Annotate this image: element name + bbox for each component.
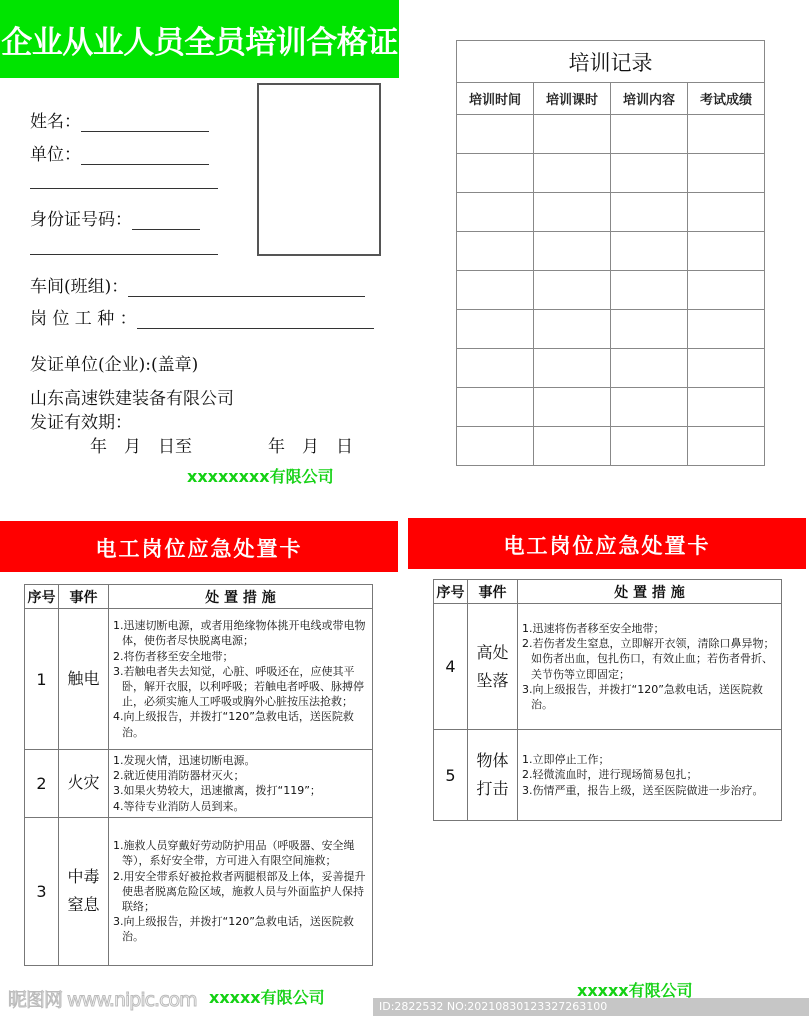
training-cell[interactable] bbox=[688, 232, 765, 271]
emergency-card-title-left: 电工岗位应急处置卡 bbox=[95, 537, 303, 561]
header-seq: 序号 bbox=[25, 585, 59, 609]
training-record-table bbox=[456, 40, 765, 466]
emergency-company-left: xxxxx有限公司 bbox=[209, 988, 325, 1007]
training-cell[interactable] bbox=[457, 115, 534, 154]
measures-cell bbox=[109, 817, 373, 965]
column-header-training-hours: 培训课时 bbox=[534, 83, 611, 115]
workshop-label: 车间(班组)： bbox=[30, 277, 129, 297]
training-cell[interactable] bbox=[611, 271, 688, 310]
training-cell[interactable] bbox=[534, 232, 611, 271]
measures-cell bbox=[518, 730, 782, 821]
photo-placeholder bbox=[257, 83, 381, 256]
event-name: 火灾 bbox=[67, 773, 100, 793]
measure-step: 1.发现火情，迅速切断电源。 bbox=[113, 754, 256, 767]
image-id-text: ID:2822532 NO:20210830123327263100 bbox=[379, 1000, 608, 1013]
measure-step: 4.等待专业消防人员到来。 bbox=[113, 799, 245, 813]
measure-step: 1.迅速切断电源，或者用绝缘物体挑开电线或带电物体，使伤者尽快脱离电源； bbox=[113, 619, 366, 648]
training-cell[interactable] bbox=[457, 310, 534, 349]
training-cell[interactable] bbox=[534, 193, 611, 232]
event-cell bbox=[59, 817, 109, 965]
training-cell[interactable] bbox=[457, 349, 534, 388]
training-cell[interactable] bbox=[457, 193, 534, 232]
training-row bbox=[457, 388, 765, 427]
training-row bbox=[457, 154, 765, 193]
validity-label: 发证有效期： bbox=[30, 413, 132, 433]
unit-line-2[interactable] bbox=[30, 188, 218, 189]
training-cell[interactable] bbox=[534, 271, 611, 310]
row-number: 3 bbox=[25, 817, 59, 965]
workshop-line[interactable] bbox=[128, 282, 365, 297]
training-record-body bbox=[457, 115, 765, 466]
id-number-line-2[interactable] bbox=[30, 254, 218, 255]
workshop-field bbox=[30, 272, 365, 297]
training-cell[interactable] bbox=[688, 388, 765, 427]
training-cell[interactable] bbox=[688, 427, 765, 466]
training-cell[interactable] bbox=[611, 310, 688, 349]
measure-step: 3.向上级报告，并拨打“120”急救电话，送医院救治。 bbox=[522, 682, 763, 711]
id-number-line[interactable] bbox=[132, 215, 200, 230]
row-number: 2 bbox=[25, 750, 59, 818]
measure-step: 3.如果火势较大，迅速撤离，拨打“119”； bbox=[113, 784, 321, 798]
training-cell[interactable] bbox=[611, 427, 688, 466]
measure-step: 1.迅速将伤者移至安全地带； bbox=[522, 621, 665, 635]
measures-cell bbox=[518, 604, 782, 730]
measure-step: 3.向上级报告，并拨打“120”急救电话，送医院救治。 bbox=[113, 915, 354, 944]
measure-step: 2.就近使用消防器材灭火； bbox=[113, 769, 245, 783]
measure-step: 1.立即停止工作； bbox=[522, 753, 610, 767]
training-cell[interactable] bbox=[457, 232, 534, 271]
job-type-field bbox=[30, 304, 374, 329]
emergency-row bbox=[434, 730, 782, 821]
event-cell bbox=[468, 730, 518, 821]
measure-step: 2.若伤者发生窒息，立即解开衣领，清除口鼻异物；如伤者出血，包扎伤口，有效止血；若伤者骨折、关节伤等立即固定； bbox=[522, 637, 775, 681]
id-number-field bbox=[30, 205, 200, 230]
row-number: 5 bbox=[434, 730, 468, 821]
event-name: 中毒窒息 bbox=[67, 867, 100, 915]
event-cell bbox=[59, 609, 109, 750]
training-cell[interactable] bbox=[611, 115, 688, 154]
training-cell[interactable] bbox=[611, 154, 688, 193]
training-cell[interactable] bbox=[688, 154, 765, 193]
training-cell[interactable] bbox=[611, 193, 688, 232]
measure-step: 3.若触电者失去知觉，心脏、呼吸还在，应使其平卧，解开衣服，以利呼吸；若触电者呼吸、脉搏停止，必须实施人工呼吸或胸外心脏按压法抢救； bbox=[113, 664, 364, 709]
event-cell bbox=[59, 750, 109, 818]
training-cell[interactable] bbox=[611, 349, 688, 388]
measure-step: 3.伤情严重，报告上级，送至医院做进一步治疗。 bbox=[522, 783, 764, 797]
training-cell[interactable] bbox=[457, 154, 534, 193]
training-cell[interactable] bbox=[688, 310, 765, 349]
event-name: 触电 bbox=[67, 669, 100, 688]
measure-step: 2.轻微流血时，进行现场简易包扎； bbox=[522, 768, 698, 782]
training-cell[interactable] bbox=[534, 349, 611, 388]
row-number: 4 bbox=[434, 604, 468, 730]
training-row bbox=[457, 232, 765, 271]
measure-step: 1.施救人员穿戴好劳动防护用品（呼吸器、安全绳等），系好安全带，方可进入有限空间施救； bbox=[113, 839, 355, 868]
issuer-label: 发证单位(企业):(盖章) bbox=[30, 355, 199, 375]
job-type-label: 岗 位 工 种 ： bbox=[30, 309, 137, 329]
row-number: 1 bbox=[25, 609, 59, 750]
header-measures: 处 置 措 施 bbox=[518, 580, 782, 604]
training-cell[interactable] bbox=[611, 232, 688, 271]
header-event: 事件 bbox=[59, 585, 109, 609]
training-row bbox=[457, 310, 765, 349]
emergency-company-right: xxxxx有限公司 bbox=[577, 981, 693, 1000]
measure-step: 2.用安全带系好被抢救者两腿根部及上体，妥善提升使患者脱离危险区域，施救人员与外面监护人保持联络； bbox=[113, 869, 366, 913]
measure-step: 2.将伤者移至安全地带； bbox=[113, 649, 234, 663]
column-header-exam-score: 考试成绩 bbox=[688, 83, 765, 115]
validity-from: 年 月 日至 bbox=[90, 437, 192, 457]
emergency-row bbox=[25, 817, 373, 965]
emergency-card-title-right: 电工岗位应急处置卡 bbox=[503, 534, 711, 558]
training-cell[interactable] bbox=[688, 115, 765, 154]
column-header-training-content: 培训内容 bbox=[611, 83, 688, 115]
measures-cell bbox=[109, 750, 373, 818]
training-cell[interactable] bbox=[688, 349, 765, 388]
training-cell[interactable] bbox=[688, 193, 765, 232]
emergency-table-right bbox=[433, 579, 782, 821]
training-cell[interactable] bbox=[457, 271, 534, 310]
emergency-row bbox=[434, 604, 782, 730]
training-cell[interactable] bbox=[534, 388, 611, 427]
certificate-company: xxxxxxxx有限公司 bbox=[187, 467, 334, 486]
name-label: 姓名： bbox=[30, 112, 81, 132]
training-cell[interactable] bbox=[534, 310, 611, 349]
unit-line[interactable] bbox=[81, 150, 209, 165]
event-name: 高处坠落 bbox=[476, 642, 509, 690]
measures-cell bbox=[109, 609, 373, 750]
unit-field bbox=[30, 140, 209, 165]
header-seq: 序号 bbox=[434, 580, 468, 604]
training-record-title: 培训记录 bbox=[457, 41, 765, 83]
name-line[interactable] bbox=[81, 117, 209, 132]
header-measures: 处 置 措 施 bbox=[109, 585, 373, 609]
emergency-row bbox=[25, 750, 373, 818]
certificate-title: 企业从业人员全员培训合格证 bbox=[1, 25, 398, 61]
training-row bbox=[457, 427, 765, 466]
training-cell[interactable] bbox=[534, 427, 611, 466]
training-row bbox=[457, 193, 765, 232]
training-cell[interactable] bbox=[534, 115, 611, 154]
event-cell bbox=[468, 604, 518, 730]
event-name: 物体打击 bbox=[476, 751, 509, 798]
unit-label: 单位： bbox=[30, 145, 81, 165]
validity-to: 年 月 日 bbox=[268, 437, 353, 457]
training-cell[interactable] bbox=[457, 427, 534, 466]
training-row bbox=[457, 349, 765, 388]
id-number-label: 身份证号码： bbox=[30, 210, 132, 230]
training-cell[interactable] bbox=[534, 154, 611, 193]
training-cell[interactable] bbox=[611, 388, 688, 427]
measure-step: 4.向上级报告，并拨打“120”急救电话，送医院救治。 bbox=[113, 710, 354, 739]
training-row bbox=[457, 115, 765, 154]
training-cell[interactable] bbox=[688, 271, 765, 310]
training-row bbox=[457, 271, 765, 310]
emergency-row bbox=[25, 609, 373, 750]
job-type-line[interactable] bbox=[137, 314, 374, 329]
name-field bbox=[30, 107, 209, 132]
training-cell[interactable] bbox=[457, 388, 534, 427]
column-header-training-time: 培训时间 bbox=[457, 83, 534, 115]
emergency-table-left bbox=[24, 584, 373, 966]
nipic-watermark: 昵图网 www.nipic.com bbox=[8, 989, 197, 1011]
issuer-name: 山东高速铁建装备有限公司 bbox=[30, 389, 234, 409]
header-event: 事件 bbox=[468, 580, 518, 604]
